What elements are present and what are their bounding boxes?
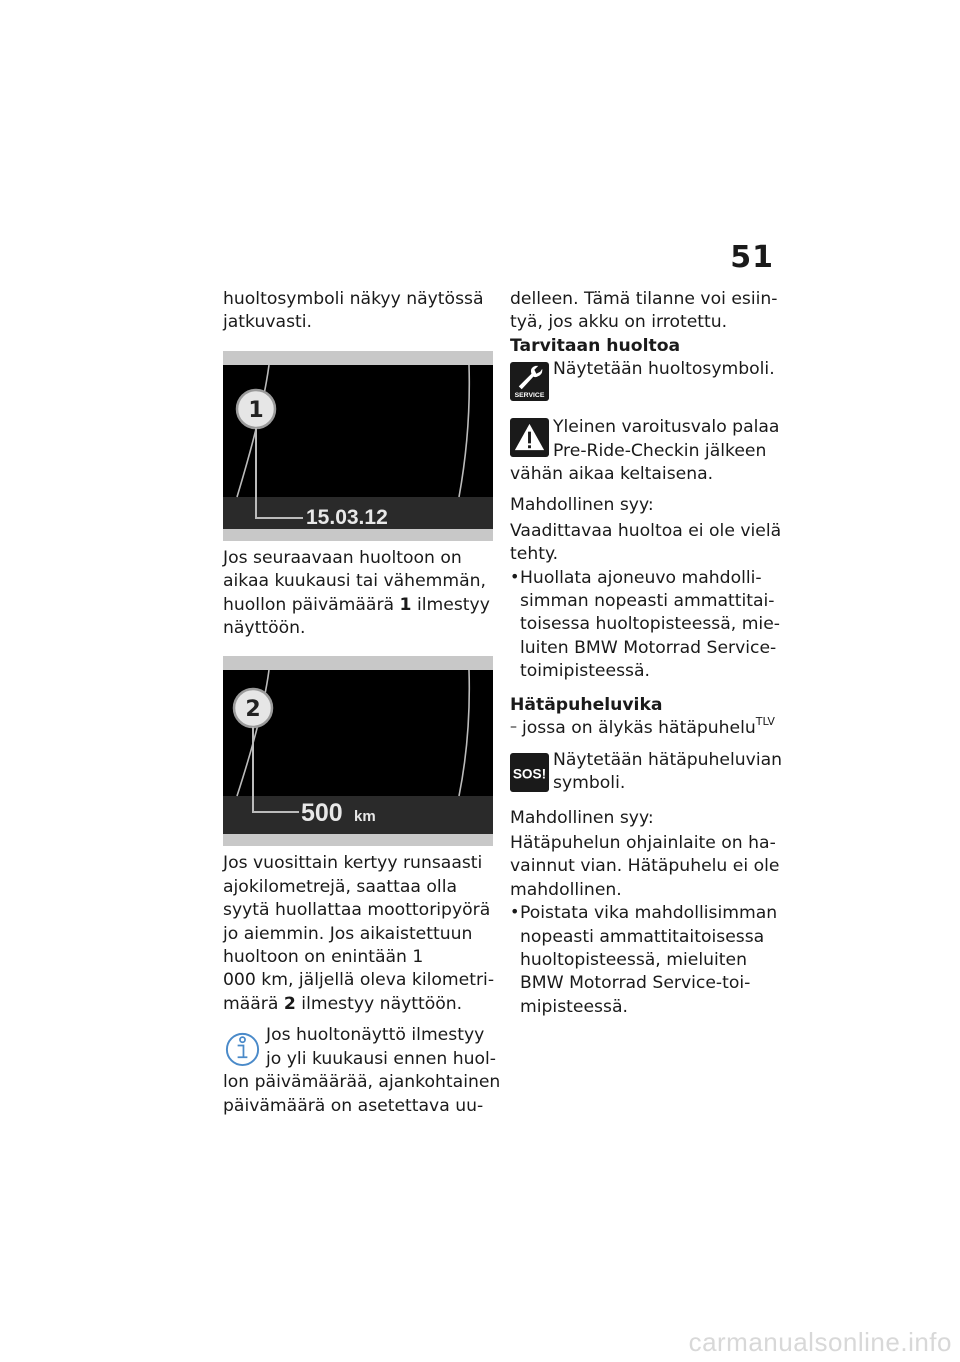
text-line: Hätäpuhelun ohjainlaite on ha- <box>510 832 776 853</box>
text-line: vainnut vian. Hätäpuhelu ei ole <box>510 856 780 877</box>
text-line: jo aiemmin. Jos aikaistettuun <box>223 923 473 944</box>
text-line: Pre-Ride-Checkin jälkeen <box>553 440 767 461</box>
wrench-service-icon <box>510 362 549 401</box>
info-icon <box>223 1028 262 1067</box>
callout-1: 1 <box>248 397 264 423</box>
text-line: Näytetään huoltosymboli. <box>553 359 775 380</box>
sos-heading: Hätäpuheluvika <box>510 694 663 715</box>
text-line: lon päivämäärää, ajankohtainen <box>223 1072 501 1093</box>
display-illustration <box>223 656 493 846</box>
service-heading: Tarvitaan huoltoa <box>510 335 681 356</box>
warning-triangle-icon <box>510 418 549 457</box>
text-line: huoltopisteessä, mieluiten <box>520 949 747 970</box>
text-line: simman nopeasti ammattitai- <box>520 591 775 612</box>
text-line: BMW Motorrad Service-toi- <box>520 973 751 994</box>
right-column <box>510 288 783 1019</box>
text-line: vähän aikaa keltaisena. <box>510 464 714 485</box>
text-line: huollon päivämäärä 1 ilmestyy <box>223 594 490 615</box>
text-line: toimipisteessä. <box>520 661 650 682</box>
text-line: Jos huoltonäyttö ilmestyy <box>266 1025 485 1046</box>
text-line: Jos seuraavaan huoltoon on <box>223 547 462 568</box>
display-km-value: 500 <box>301 799 343 828</box>
service-date-display-figure <box>223 351 493 541</box>
text-line: Mahdollinen syy: <box>510 807 654 828</box>
warning-row <box>510 416 778 486</box>
text-line: jo yli kuukausi ennen huol- <box>266 1048 496 1069</box>
display-illustration <box>223 351 493 541</box>
text-line: ajokilometrejä, saattaa olla <box>223 876 458 897</box>
text-line: symboli. <box>553 772 626 793</box>
intro-line: jatkuvasti. <box>223 312 313 333</box>
text-line: luiten BMW Motorrad Service- <box>520 637 777 658</box>
intro-line: huoltosymboli näkyy näytössä <box>223 289 484 309</box>
callout-2: 2 <box>245 697 261 723</box>
text-line: Mahdollinen syy: <box>510 495 654 516</box>
text-line: nopeasti ammattitaitoisessa <box>520 926 765 947</box>
text-line: 000 km, jäljellä oleva kilometri- <box>223 970 495 991</box>
remaining-km-display-figure <box>223 656 493 846</box>
sos-indicator-row <box>510 749 783 799</box>
text-line: Vaadittavaa huoltoa ei ole vielä <box>510 520 782 541</box>
text-line: Huollata ajoneuvo mahdolli- <box>520 567 762 588</box>
text-line: Näytetään hätäpuheluvian <box>553 749 783 770</box>
sos-icon <box>510 753 549 792</box>
action-bullet: • Huollata ajoneuvo mahdolli- simman nopeasti ammattitai- toisessa huoltopisteessä, mie- luiten BMW Motorrad Service- toimipisteessä. <box>510 567 778 684</box>
text-line: tehty. <box>510 544 559 565</box>
text-line: Poistata vika mahdollisimman <box>520 903 778 924</box>
equipment-note: – jossa on älykäs hätäpuhelu$^{TLV}$ <box>510 715 775 739</box>
display-date: 15.03.12 <box>306 505 388 529</box>
text-line: Yleinen varoitusvalo palaa <box>553 417 780 438</box>
info-note <box>223 1024 501 1118</box>
service-indicator-row <box>510 358 778 406</box>
text-line: huoltoon on enintään 1 <box>223 947 424 968</box>
action-bullet: • Poistata vika mahdollisimman nopeasti ammattitaitoisessa huoltopisteessä, mieluiten BMW Motorrad Service-toi- mipisteessä. <box>510 902 778 1019</box>
display-km-unit: km <box>354 808 376 826</box>
watermark: carmanualsonline.info <box>688 1327 952 1357</box>
text-line: näyttöön. <box>223 618 306 639</box>
left-column <box>223 288 501 1118</box>
text-line: Jos vuosittain kertyy runsaasti <box>223 853 483 874</box>
text-line: mipisteessä. <box>520 996 628 1017</box>
text-line: päivämäärä on asetettava uu- <box>223 1095 484 1116</box>
page-number: 51 <box>730 240 774 275</box>
sos-icon-label: SOS! <box>512 765 547 781</box>
text-line: tyä, jos akku on irrotettu. <box>510 312 728 333</box>
text-line: mahdollinen. <box>510 879 622 900</box>
text-line: syytä huollattaa moottoripyörä <box>223 900 491 921</box>
text-line: delleen. Tämä tilanne voi esiin- <box>510 289 778 309</box>
service-icon-label: SERVICE <box>514 392 545 400</box>
text-line: toisessa huoltopisteessä, mie- <box>520 614 780 635</box>
text-line: määrä 2 ilmestyy näyttöön. <box>223 993 463 1014</box>
text-line: aikaa kuukausi tai vähemmän, <box>223 571 487 592</box>
